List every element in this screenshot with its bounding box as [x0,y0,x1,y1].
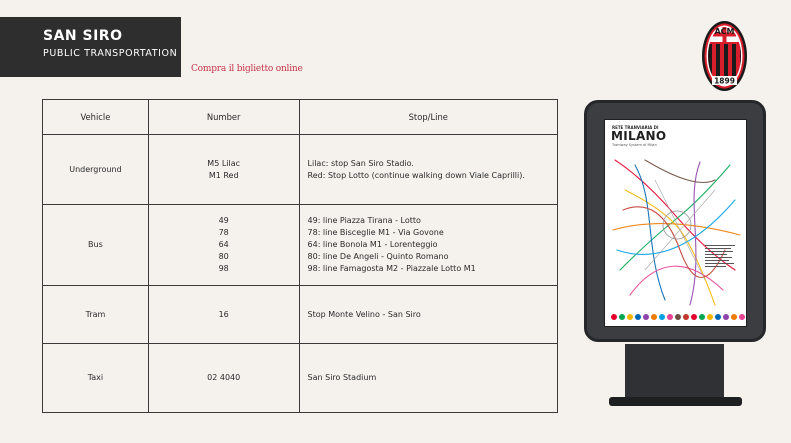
poster-caption: Tramway System of Milan [612,143,657,147]
buy-tickets-link[interactable]: Compra il biglietto online [191,64,303,74]
page-subtitle: PUBLIC TRANSPORTATION [43,48,178,59]
table-header-row [43,100,558,135]
tram-network-map [605,120,747,327]
stop-line: 78: line Bisceglie M1 - Via Govone [307,228,444,237]
number-line: 98 [218,264,229,273]
totem-base [609,397,742,406]
number-line: 64 [218,240,229,249]
crest-letters: ACM [714,27,735,36]
table-row [43,286,558,344]
number-line: 78 [218,228,229,237]
number-cell [148,205,299,286]
number-line: 80 [218,252,229,261]
number-line: M1 Red [208,170,239,180]
number-line: M5 Lilac [207,158,241,168]
poster-totem [584,100,766,342]
stop-line: Red: Stop Lotto (continue walking down Viale Caprilli). [307,170,525,180]
poster-title-big: MILANO [611,129,667,143]
stop-line: 98: line Famagosta M2 - Piazzale Lotto M1 [307,264,476,273]
header-block [0,17,181,77]
vehicle-cell: Taxi [43,344,149,413]
stop-line: Lilac: stop San Siro Stadio. [307,158,414,168]
stop-line: 49: line Piazza Tirana - Lotto [307,216,421,225]
table-row [43,135,558,205]
vehicle-cell: Bus [43,205,149,286]
number-cell: 16 [148,286,299,344]
column-header-vehicle: Vehicle [43,100,149,135]
table-row [43,344,558,413]
poster-title-small: RETE TRANVIARIA DI [612,125,659,130]
column-header-stop-line: Stop/Line [299,100,557,135]
column-header-number: Number [148,100,299,135]
stop-cell [299,205,557,286]
number-cell [148,135,299,205]
vehicle-cell: Underground [43,135,149,205]
totem-stand [625,344,724,399]
number-cell: 02 4040 [148,344,299,413]
vehicle-cell: Tram [43,286,149,344]
number-line: 49 [218,216,229,225]
page-title: SAN SIRO [43,28,123,44]
stop-line: 64: line Bonola M1 - Lorenteggio [307,240,438,249]
stop-cell: Stop Monte Velino - San Siro [299,286,557,344]
ac-milan-crest-logo [701,20,748,92]
crest-year: 1899 [714,76,735,86]
stop-cell: San Siro Stadium [299,344,557,413]
stop-line: 80: line De Angeli - Quinto Romano [307,252,449,261]
table-row [43,205,558,286]
stop-cell [299,135,557,205]
transport-table [42,99,558,413]
tram-map-poster [604,119,747,327]
